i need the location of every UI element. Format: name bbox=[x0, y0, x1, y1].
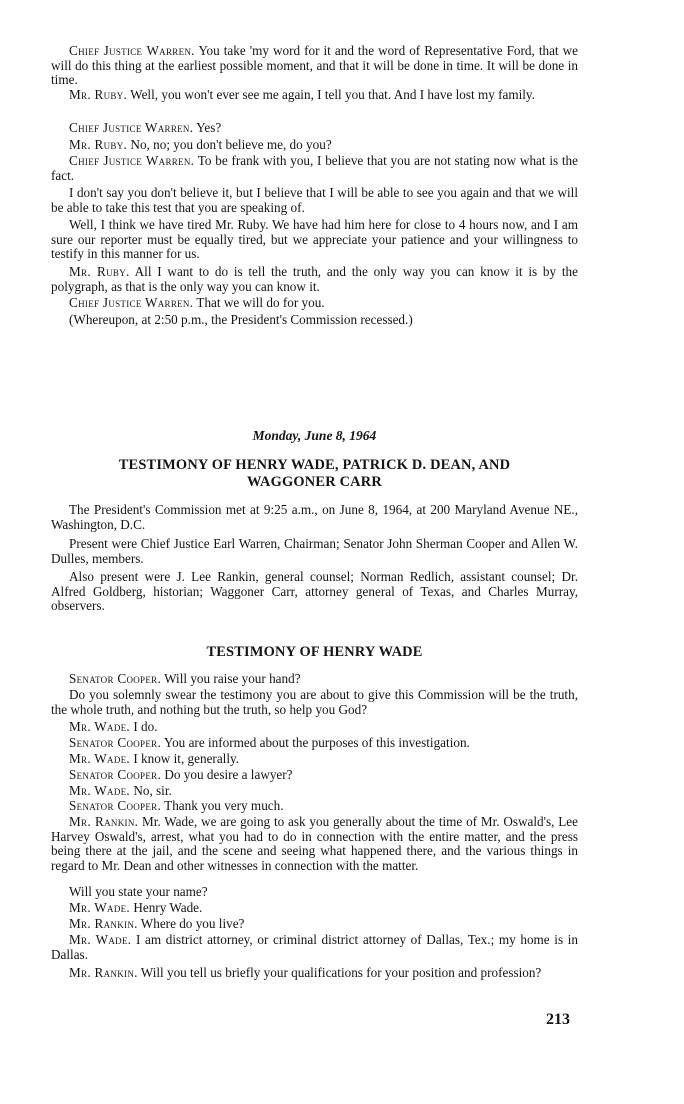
paragraph bbox=[51, 218, 578, 262]
paragraph bbox=[51, 44, 578, 88]
speech: I know it, generally. bbox=[130, 751, 240, 766]
speech: To be frank with you, I believe that you are not stating now what is the fact. bbox=[51, 153, 578, 183]
paragraph bbox=[51, 154, 578, 183]
paragraph bbox=[51, 815, 578, 873]
paragraph bbox=[51, 799, 578, 814]
intro-paragraph: Also present were J. Lee Rankin, general counsel; Norman Redlich, assistant counsel; Dr. Alfred Goldberg, historian; Waggoner Carr, attorney general of Texas, and Charles Murray, observers. bbox=[51, 569, 578, 614]
speech: Well, you won't ever see me again, I tell you that. And I have lost my family. bbox=[127, 87, 535, 102]
speech: I am district attorney, or criminal district attorney of Dallas, Tex.; my home is in Dallas. bbox=[51, 932, 578, 962]
speech: All I want to do is tell the truth, and the only way you can know it is by the polygraph, as that is the only way you can know it. bbox=[51, 264, 578, 294]
intro-paragraph: The President's Commission met at 9:25 a.m., on June 8, 1964, at 200 Maryland Avenue NE., Washington, D.C. bbox=[51, 502, 578, 532]
speech: (Whereupon, at 2:50 p.m., the President's Commission recessed.) bbox=[69, 312, 413, 327]
speech: Thank you very much. bbox=[161, 798, 284, 813]
paragraph bbox=[51, 313, 578, 328]
speaker: Senator Cooper. bbox=[69, 767, 162, 782]
main-title-line-2: WAGGONER CARR bbox=[247, 474, 382, 490]
main-title-line-1: TESTIMONY OF HENRY WADE, PATRICK D. DEAN, AND bbox=[118, 457, 511, 473]
speech: I don't say you don't believe it, but I believe that I will be able to see you again and that we will be able to take this test that you are speaking of. bbox=[51, 185, 578, 215]
paragraph bbox=[51, 265, 578, 294]
speech: Yes? bbox=[193, 120, 222, 135]
paragraph bbox=[51, 296, 578, 311]
speaker: Chief Justice Warren. bbox=[69, 43, 195, 58]
speech: Where do you live? bbox=[137, 916, 245, 931]
speaker: Chief Justice Warren. bbox=[69, 295, 194, 310]
paragraph bbox=[51, 672, 578, 687]
paragraph bbox=[51, 688, 578, 717]
paragraph bbox=[51, 138, 578, 153]
speech: Will you tell us briefly your qualifications for your position and profession? bbox=[137, 965, 542, 980]
paragraph bbox=[51, 121, 578, 136]
paragraph bbox=[51, 768, 578, 783]
paragraph bbox=[51, 966, 578, 981]
page-number: 213 bbox=[546, 1011, 570, 1028]
date-heading: Monday, June 8, 1964 bbox=[252, 428, 377, 443]
paragraph bbox=[51, 752, 578, 767]
intro-paragraph: Present were Chief Justice Earl Warren, Chairman; Senator John Sherman Cooper and Allen W. Dulles, members. bbox=[51, 536, 578, 566]
speaker: Mr. Rankin. bbox=[69, 814, 139, 829]
speaker: Senator Cooper. bbox=[69, 671, 162, 686]
speaker: Chief Justice Warren. bbox=[69, 120, 194, 135]
paragraph bbox=[51, 784, 578, 799]
speaker: Mr. Rankin. bbox=[69, 965, 138, 980]
speech: Well, I think we have tired Mr. Ruby. We have had him here for close to 4 hours now, and I am sure our reporter must be equally tired, but we appreciate your patience and your willingness to testify in this manner for us. bbox=[51, 217, 578, 262]
speech: Will you raise your hand? bbox=[161, 671, 301, 686]
paragraph bbox=[51, 917, 578, 932]
paragraph bbox=[51, 88, 578, 103]
speech: I do. bbox=[130, 719, 158, 734]
speaker: Mr. Wade. bbox=[69, 719, 131, 734]
speech: You are informed about the purposes of this investigation. bbox=[161, 735, 470, 750]
speech: No, sir. bbox=[130, 783, 172, 798]
speaker: Mr. Ruby. bbox=[69, 137, 128, 152]
speech: No, no; you don't believe me, do you? bbox=[127, 137, 332, 152]
paragraph bbox=[51, 186, 578, 215]
speech: Do you solemnly swear the testimony you are about to give this Commission will be the truth, the whole truth, and nothing but the truth, so help you God? bbox=[51, 687, 578, 717]
paragraph bbox=[51, 885, 578, 900]
speech: You take 'my word for it and the word of Representative Ford, that we will do this thing at the earliest possible moment, and that it will be done in time. It will be done in time. bbox=[51, 43, 578, 88]
speaker: Mr. Wade. bbox=[69, 783, 131, 798]
speech: Henry Wade. bbox=[130, 900, 203, 915]
sub-title: TESTIMONY OF HENRY WADE bbox=[206, 644, 423, 660]
speech: Do you desire a lawyer? bbox=[161, 767, 293, 782]
paragraph bbox=[51, 901, 578, 916]
paragraph bbox=[51, 933, 578, 962]
speaker: Mr. Rankin. bbox=[69, 916, 138, 931]
speaker: Mr. Wade. bbox=[69, 751, 131, 766]
paragraph bbox=[51, 720, 578, 735]
speaker: Mr. Wade. bbox=[69, 932, 132, 947]
speaker: Mr. Ruby. bbox=[69, 87, 128, 102]
speech: Will you state your name? bbox=[69, 884, 208, 899]
speaker: Mr. Wade. bbox=[69, 900, 131, 915]
speech: That we will do for you. bbox=[193, 295, 325, 310]
speaker: Senator Cooper. bbox=[69, 735, 162, 750]
paragraph bbox=[51, 736, 578, 751]
speech: Mr. Wade, we are going to ask you generally about the time of Mr. Oswald's, Lee Harvey Oswald's, arrest, what you had to do in connection with the entire matter, and the press being there at the jail, and the scene and seeing what happened there, and the various things in regard to Mr. Dean and other witnesses in connection with the matter. bbox=[51, 814, 578, 873]
speaker: Mr. Ruby. bbox=[69, 264, 130, 279]
speaker: Senator Cooper. bbox=[69, 798, 162, 813]
speaker: Chief Justice Warren. bbox=[69, 153, 195, 168]
